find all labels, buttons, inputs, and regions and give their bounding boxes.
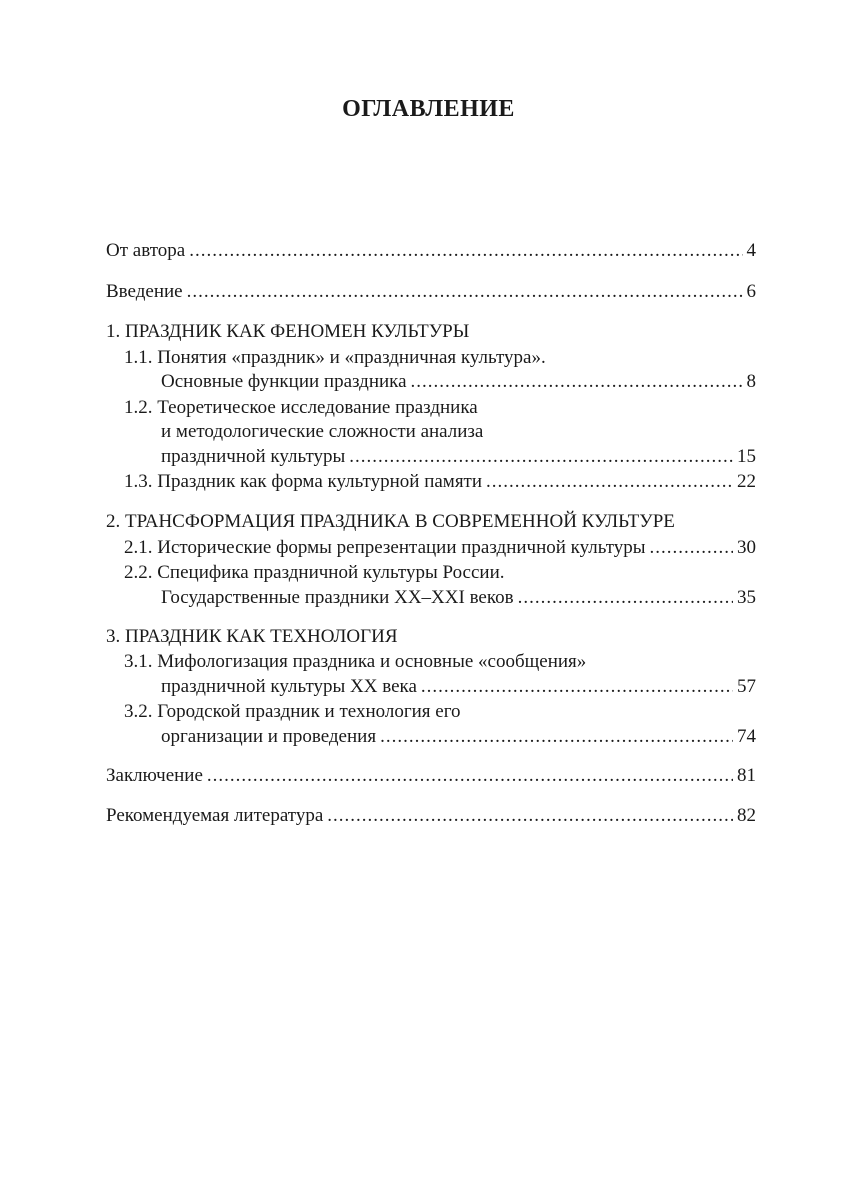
leader-dots	[189, 239, 742, 263]
toc-section-1-2-line1[interactable]: 1.2. Теоретическое исследование праздника	[124, 397, 478, 418]
toc-section-2-1[interactable]	[124, 536, 756, 560]
toc-entry-literature[interactable]	[106, 804, 756, 828]
toc-entry-label: Основные функции праздника	[161, 371, 407, 392]
leader-dots	[650, 536, 733, 560]
toc-entry-label: Рекомендуемая литература	[106, 805, 324, 826]
toc-page-number: 15	[737, 446, 756, 467]
toc-chapter-3-heading[interactable]: 3. ПРАЗДНИК КАК ТЕХНОЛОГИЯ	[106, 626, 398, 647]
toc-entry-label: Государственные праздники XX–XXI веков	[161, 587, 514, 608]
page-title: ОГЛАВЛЕНИЕ	[342, 96, 515, 122]
toc-entry-label: Введение	[106, 281, 183, 302]
toc-page-number: 22	[737, 471, 756, 492]
toc-section-3-2-line1[interactable]: 3.2. Городской праздник и технология его	[124, 701, 461, 722]
toc-page-number: 4	[746, 240, 756, 261]
toc-section-1-2[interactable]	[161, 445, 756, 469]
toc-entry-conclusion[interactable]	[106, 764, 756, 788]
leader-dots	[421, 675, 733, 699]
toc-page-number: 30	[737, 537, 756, 558]
leader-dots	[518, 586, 733, 610]
leader-dots	[380, 725, 733, 749]
toc-page-number: 35	[737, 587, 756, 608]
toc-page-number: 6	[746, 281, 756, 302]
toc-entry-from-author[interactable]	[106, 239, 756, 263]
toc-chapter-1-heading[interactable]: 1. ПРАЗДНИК КАК ФЕНОМЕН КУЛЬТУРЫ	[106, 321, 470, 342]
toc-section-2-2-line1[interactable]: 2.2. Специфика праздничной культуры России.	[124, 562, 505, 583]
toc-entry-label: 1.3. Праздник как форма культурной памяти	[124, 471, 483, 492]
toc-section-1-1-line1[interactable]: 1.1. Понятия «праздник» и «праздничная культура».	[124, 347, 546, 368]
toc-page-number: 8	[746, 371, 756, 392]
toc-section-1-3[interactable]	[124, 470, 756, 494]
leader-dots	[327, 804, 733, 828]
toc-section-1-1[interactable]	[161, 370, 756, 394]
leader-dots	[207, 764, 733, 788]
toc-chapter-2-heading[interactable]: 2. ТРАНСФОРМАЦИЯ ПРАЗДНИКА В СОВРЕМЕННОЙ КУЛЬТУРЕ	[106, 511, 675, 532]
toc-entry-label: Заключение	[106, 765, 203, 786]
toc-section-3-1-line1[interactable]: 3.1. Мифологизация праздника и основные «сообщения»	[124, 651, 587, 672]
toc-entry-label: праздничной культуры	[161, 446, 346, 467]
toc-page-number: 81	[737, 765, 756, 786]
toc-entry-label: От автора	[106, 240, 186, 261]
leader-dots	[349, 445, 733, 469]
toc-entry-label: организации и проведения	[161, 726, 377, 747]
leader-dots	[187, 280, 743, 304]
toc-page-number: 82	[737, 805, 756, 826]
toc-section-2-2[interactable]	[161, 586, 756, 610]
leader-dots	[486, 470, 733, 494]
leader-dots	[411, 370, 743, 394]
toc-page-number: 74	[737, 726, 756, 747]
toc-entry-label: праздничной культуры XX века	[161, 676, 417, 697]
toc-section-1-2-line2[interactable]: и методологические сложности анализа	[161, 421, 484, 442]
toc-section-3-1[interactable]	[161, 675, 756, 699]
toc-entry-label: 2.1. Исторические формы репрезентации праздничной культуры	[124, 537, 646, 558]
toc-page-number: 57	[737, 676, 756, 697]
toc-entry-intro[interactable]	[106, 280, 756, 304]
toc-section-3-2[interactable]	[161, 725, 756, 749]
